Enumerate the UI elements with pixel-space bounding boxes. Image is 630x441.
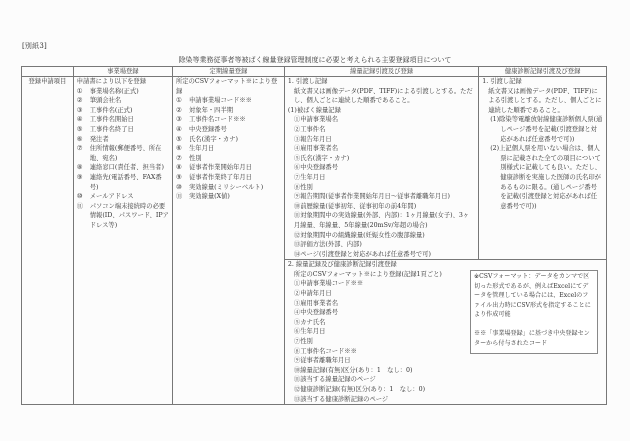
list-item: ⑩ メールアドレス xyxy=(76,193,134,201)
header-health-record-transfer: 健康診断記録引渡及び登録 xyxy=(479,67,607,77)
list-item: ①申請事業場コード※※ xyxy=(293,280,364,288)
registration-items-table xyxy=(21,66,607,405)
list-item: ⑨ 連絡先(電話番号、FAX番号) xyxy=(76,173,162,191)
list-item: ③報告年月日 xyxy=(293,135,332,143)
list-item: ② 対象年・四半期 xyxy=(175,106,234,114)
list-item: ⑩ 実効線量(ミリシーベルト) xyxy=(175,183,264,191)
list-item: ⑤カナ氏名 xyxy=(293,318,326,326)
list-item: ⑦ 住所情報(郵便番号、所在地、宛名) xyxy=(76,145,162,162)
dose-item-list xyxy=(288,115,475,259)
cell-health-record-transfer xyxy=(479,77,607,260)
csv-format-note: ※CSVフォーマット：データをカンマで区切った形式であるが、例えばExcelにてデータを管理している場合には、Excelのファイル出力時にCSV形式を指定することにより作成可能 xyxy=(474,273,591,319)
header-dose-record-transfer: 線量記録引渡及び登録 xyxy=(284,67,478,77)
health-section1-text: 紙文書又は画像データ(PDF、TIFF)による引渡しとする。ただし、個人ごとに連続した順番であること。 xyxy=(488,87,602,114)
attachment-label: [別紙3] xyxy=(22,42,47,50)
list-item: ⑧ 従事者作業開始年月日 xyxy=(175,164,252,172)
list-item: ⑥生年月日 xyxy=(293,328,326,336)
code-note: ※※「事業場登録」に基づき中央登録センターから付与されたコード xyxy=(474,329,590,347)
list-item: ⑩線量記録(有無)区分(あり：1 なし：0) xyxy=(293,366,413,374)
list-item: ⑥中央登録番号 xyxy=(293,164,338,172)
list-item: ⑦生年月日 xyxy=(293,173,326,181)
list-item: ②申請年月日 xyxy=(293,290,332,298)
list-item: ⑬該当する健康診断記録のページ xyxy=(293,395,389,403)
list-item: ⑤氏名(漢字・カナ) xyxy=(293,154,350,162)
list-item: ⑨ 従事者作業終了年月日 xyxy=(175,173,252,181)
header-periodic-dose-registration: 定期線量登録 xyxy=(172,67,284,77)
header-business-registration: 事業場登録 xyxy=(73,67,172,77)
list-item: ⑦性別 xyxy=(293,338,313,346)
list-item: ④ 中央登録番号 xyxy=(175,125,227,133)
header-empty xyxy=(22,67,74,77)
list-item: ⑧工事件名コード※※ xyxy=(293,347,357,355)
dose-section1-text: 紙文書又は画像データ(PDF、TIFF)による引渡しとする。ただし、個人ごとに連続した順番であること。 xyxy=(293,87,473,105)
list-item: ⑧ 連絡窓口(責任者、担当者) xyxy=(76,164,164,172)
list-item: ③ 工事件名コード※※ xyxy=(175,116,246,124)
list-item: ③ 工事件名(正式) xyxy=(76,106,133,114)
list-item: ④雇用事業者名 xyxy=(293,145,338,153)
list-item: ⑪ パソコン端末接続時の必要情報(ID、パスワード、IPアドレス等) xyxy=(76,202,169,229)
list-item: ⑪ 実効線量(X値) xyxy=(175,193,230,201)
list-item: ⑤ 氏名(漢字・カナ) xyxy=(175,135,238,143)
list-item: ⑩前歴線量(従事初年、従事初年の前4年間) xyxy=(293,202,417,210)
list-item: ① 申請事業場コード※※ xyxy=(175,97,252,105)
list-item: ⑫対象期間中の組織線量(妊娠女性の腹部線量) xyxy=(293,231,425,239)
list-item: ⑤ 工事件名終了日 xyxy=(76,125,134,133)
table-row-1 xyxy=(22,77,607,260)
list-item: ⑦ 性別 xyxy=(175,154,202,162)
cell-periodic-dose-registration xyxy=(172,77,284,405)
dose-section1-title: 1. 引渡し記録 xyxy=(287,78,328,85)
cell-business-registration xyxy=(73,77,172,405)
list-item: ⑧性別 xyxy=(293,183,313,191)
section2-title: 2. 線量記録及び健康診断記録引渡登録 xyxy=(287,261,397,269)
list-item: ④中央登録番号 xyxy=(293,309,338,317)
list-item: ⑥ 発注者 xyxy=(76,135,109,143)
list-item: ⑥ 生年月日 xyxy=(175,145,215,153)
health-section1-title: 1. 引渡し記録 xyxy=(482,78,522,85)
periodic-intro: 所定のCSVフォーマット※により登録 xyxy=(175,78,278,95)
business-intro: 申請書により以下を登録 xyxy=(76,78,146,85)
row-label: 登録申請項目 xyxy=(22,77,74,405)
list-item: ①申請事業場名 xyxy=(293,116,338,124)
document-title: 除染等業務従事者等被ばく線量登録管理制度に必要と考えられる主要登録項目について xyxy=(178,56,452,64)
list-item: ③雇用事業者名 xyxy=(293,299,338,307)
cell-dose-record-transfer xyxy=(284,77,478,260)
health-item-1: (1)除染等電離放射線健康診断個人票(通しページ番号を記載(引渡登録と対応があれば任意番号で可)) xyxy=(490,116,603,143)
list-item: ②工事件名 xyxy=(293,125,326,133)
list-item: ⑪対象期間中の実効線量(外部、内部)：1ヶ月線量(女子)、3ヶ月線量、年線量、5年線量(20mSv/年超の場合) xyxy=(293,212,470,229)
list-item: ② 筆頭会社名 xyxy=(76,97,122,105)
list-item: ⑨従事者離職年月日 xyxy=(293,357,351,365)
health-item-2: (2)上記個人票を用いない場合は、個人票に記載された全ての項目について別様式に記載しても良い。ただし、健康診断を実施した医師の氏名印があるものに限る。(通しページ番号を記載(引渡登録と対応があれば任意番号で可)) xyxy=(490,145,601,210)
table-header-row xyxy=(22,67,607,77)
list-item: ⑨報告期間(従事者作業開始年月日～従事者離職年月日) xyxy=(293,193,450,201)
list-item: ⑭ページ(引渡登録と対応があれば任意番号で可) xyxy=(293,250,431,258)
list-item: ⑬評価方法(外部、内部) xyxy=(293,241,362,249)
list-item: ① 事業場名称(正式) xyxy=(76,87,139,95)
business-item-list xyxy=(77,87,169,231)
list-item: ④ 工事件名開始日 xyxy=(76,116,134,124)
section2-intro: 所定のCSVフォーマット※により登録(記録1頁ごと) xyxy=(293,270,442,278)
list-item: ⑫健康診断記録(有無)区分(あり：1 なし：0) xyxy=(293,386,426,393)
list-item: ⑪該当する線量記録のページ xyxy=(293,376,376,384)
csv-note-box xyxy=(470,270,598,354)
periodic-item-list xyxy=(176,96,281,202)
dose-sub1-title: (1)被ばく線量記録 xyxy=(287,106,341,114)
